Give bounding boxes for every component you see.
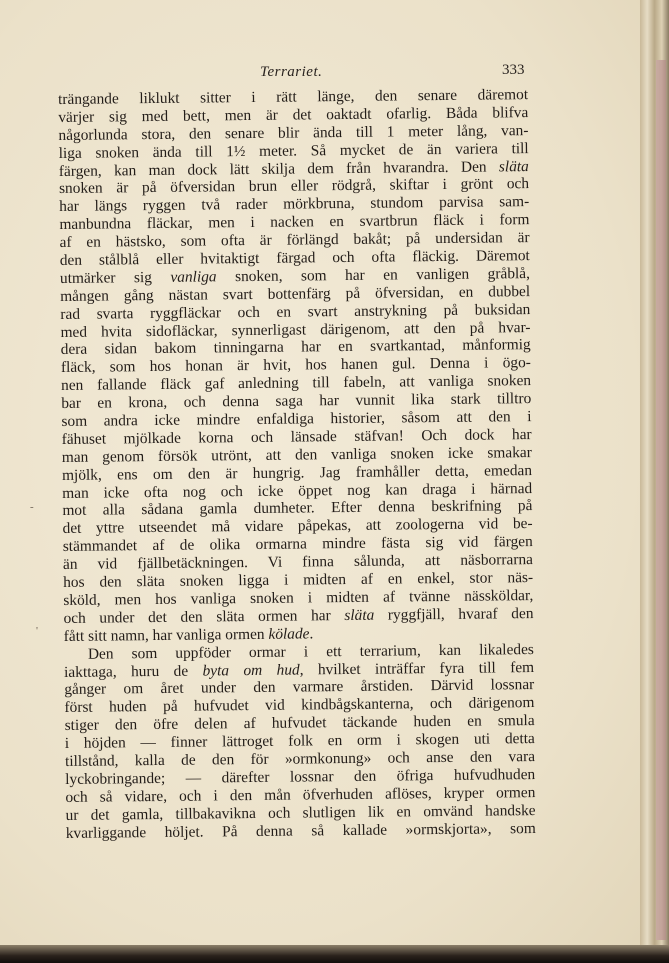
text-line: af en hästsko, som ofta är förlängd bakåt; på undersidan är	[59, 229, 530, 252]
text-line: nen fallande fläck gaf anledning till fabeln, att vanliga snoken	[60, 372, 532, 395]
text-line: utmärker sig vanliga snoken, som har en vanligen gråblå,	[59, 264, 531, 287]
margin-mark: -	[30, 501, 34, 513]
text-line: dera sidan bakom tinningarna har en svartkantad, månformig	[60, 336, 531, 359]
text-line: värjer sig med bett, men är det oaktadt ofarlig. Båda blifva	[58, 103, 529, 126]
text-line: som andra icke mindre enfaldiga historier, såsom att den i	[61, 408, 532, 431]
text-line: liga snoken ända till 1½ meter. Så mycket de än variera till	[58, 139, 529, 162]
text-line: den stålblå eller hvitaktigt färgad och ofta fläckig. Däremot	[59, 247, 530, 270]
text-line: iakttaga, huru de byta om hud, hvilket inträffar fyra till fem	[63, 658, 535, 681]
text-line: tillstånd, kalla de den för »ormkonung» och anse den vara	[64, 747, 536, 770]
text-line: bar en krona, och denna saga har vunnit lika stark tilltro	[61, 390, 532, 413]
page-number: 333	[502, 62, 525, 78]
text-line: än vid fjällbetäckningen. Vi finna sålunda, att näsborrarna	[62, 551, 534, 574]
text-line: snoken är på öfversidan brun eller rödgrå, skiftar i grönt och	[58, 175, 530, 198]
text-line: någorlunda stora, den senare blir ända till 1 meter lång, van-	[58, 121, 529, 144]
text-line: mjölk, ens om den är hungrig. Jag framhåller detta, emedan	[61, 461, 533, 484]
text-line: mot alla sådana gamla dumheter. Efter denna beskrifning på	[62, 497, 533, 520]
text-line: Den som uppföder ormar i ett terrarium, kan likaledes	[87, 640, 534, 663]
text-line: stiger den öfre delen af hufvudet täckande huden en smula	[64, 712, 535, 735]
margin-mark: '	[36, 625, 38, 637]
body-text	[58, 86, 536, 842]
text-line: fläck, som hos honan är hvit, hos hanen gul. Denna i ögo-	[60, 354, 531, 377]
book-bottom-edge	[0, 945, 669, 963]
text-line: fähuset mjölkade korna och länsade stäfvan! Och dock har	[61, 425, 532, 448]
text-line: har längs ryggen två rader mörkbruna, stundom parvisa sam-	[59, 193, 530, 216]
page-tab-edge	[656, 60, 666, 940]
text-line: först huden på hufvudet vid kindbågskanterna, och därigenom	[64, 694, 535, 717]
text-line: med hvita sidofläckar, synnerligast därigenom, att den på hvar-	[60, 318, 531, 341]
text-line: sköld, men hos vanliga snoken i midten af tvänne nässköldar,	[63, 586, 534, 609]
text-line: stämmandet af de olika ormarna mindre fästa sig vid färgen	[62, 533, 533, 556]
text-line: det yttre utseendet må vidare påpekas, att zoologerna vid be-	[62, 515, 533, 538]
running-title: Terrariet.	[260, 64, 323, 80]
text-line: fått sitt namn, har vanliga ormen kölade.	[63, 625, 314, 645]
text-line: mången gång nästan svart bottenfärg på öfversidan, en dubbel	[60, 282, 531, 305]
text-line: och så vidare, och i den mån öfverhuden aflöses, kryper ormen	[65, 783, 536, 806]
text-line: ur det gamla, tillbakavikna och slutligen lik en omvänd handske	[65, 801, 536, 824]
page-header	[40, 60, 530, 84]
text-line: färgen, kan man dock lätt skilja dem från hvarandra. Den släta	[58, 157, 529, 180]
text-line: rad svarta ryggfläckar och en svart anstrykning på buksidan	[60, 300, 531, 323]
text-line: man icke ofta nog och icke öppet nog kan draga i härnad	[62, 479, 533, 502]
text-line: trängande liklukt sitter i rätt länge, den senare däremot	[58, 86, 529, 108]
text-line: manbundna fläckar, men i nacken en svartbrun fläck i form	[59, 211, 530, 234]
text-line: och under det den släta ormen har släta ryggfjäll, hvaraf den	[63, 604, 534, 627]
text-line: hos den släta snoken ligga i midten af en enkel, stor näs-	[63, 569, 534, 592]
text-line: man genom försök utrönt, att den vanliga snoken icke smakar	[61, 443, 532, 466]
text-line: i höjden — finner lättroget folk en orm i skogen uti detta	[64, 730, 535, 753]
text-line: lyckobringande; — därefter lossnar den öfriga hufvudhuden	[65, 765, 536, 788]
text-line: gånger om året under den varmare årstiden. Därvid lossnar	[64, 676, 535, 699]
text-line: kvarliggande höljet. På denna så kallade »ormskjorta», som	[65, 819, 536, 842]
